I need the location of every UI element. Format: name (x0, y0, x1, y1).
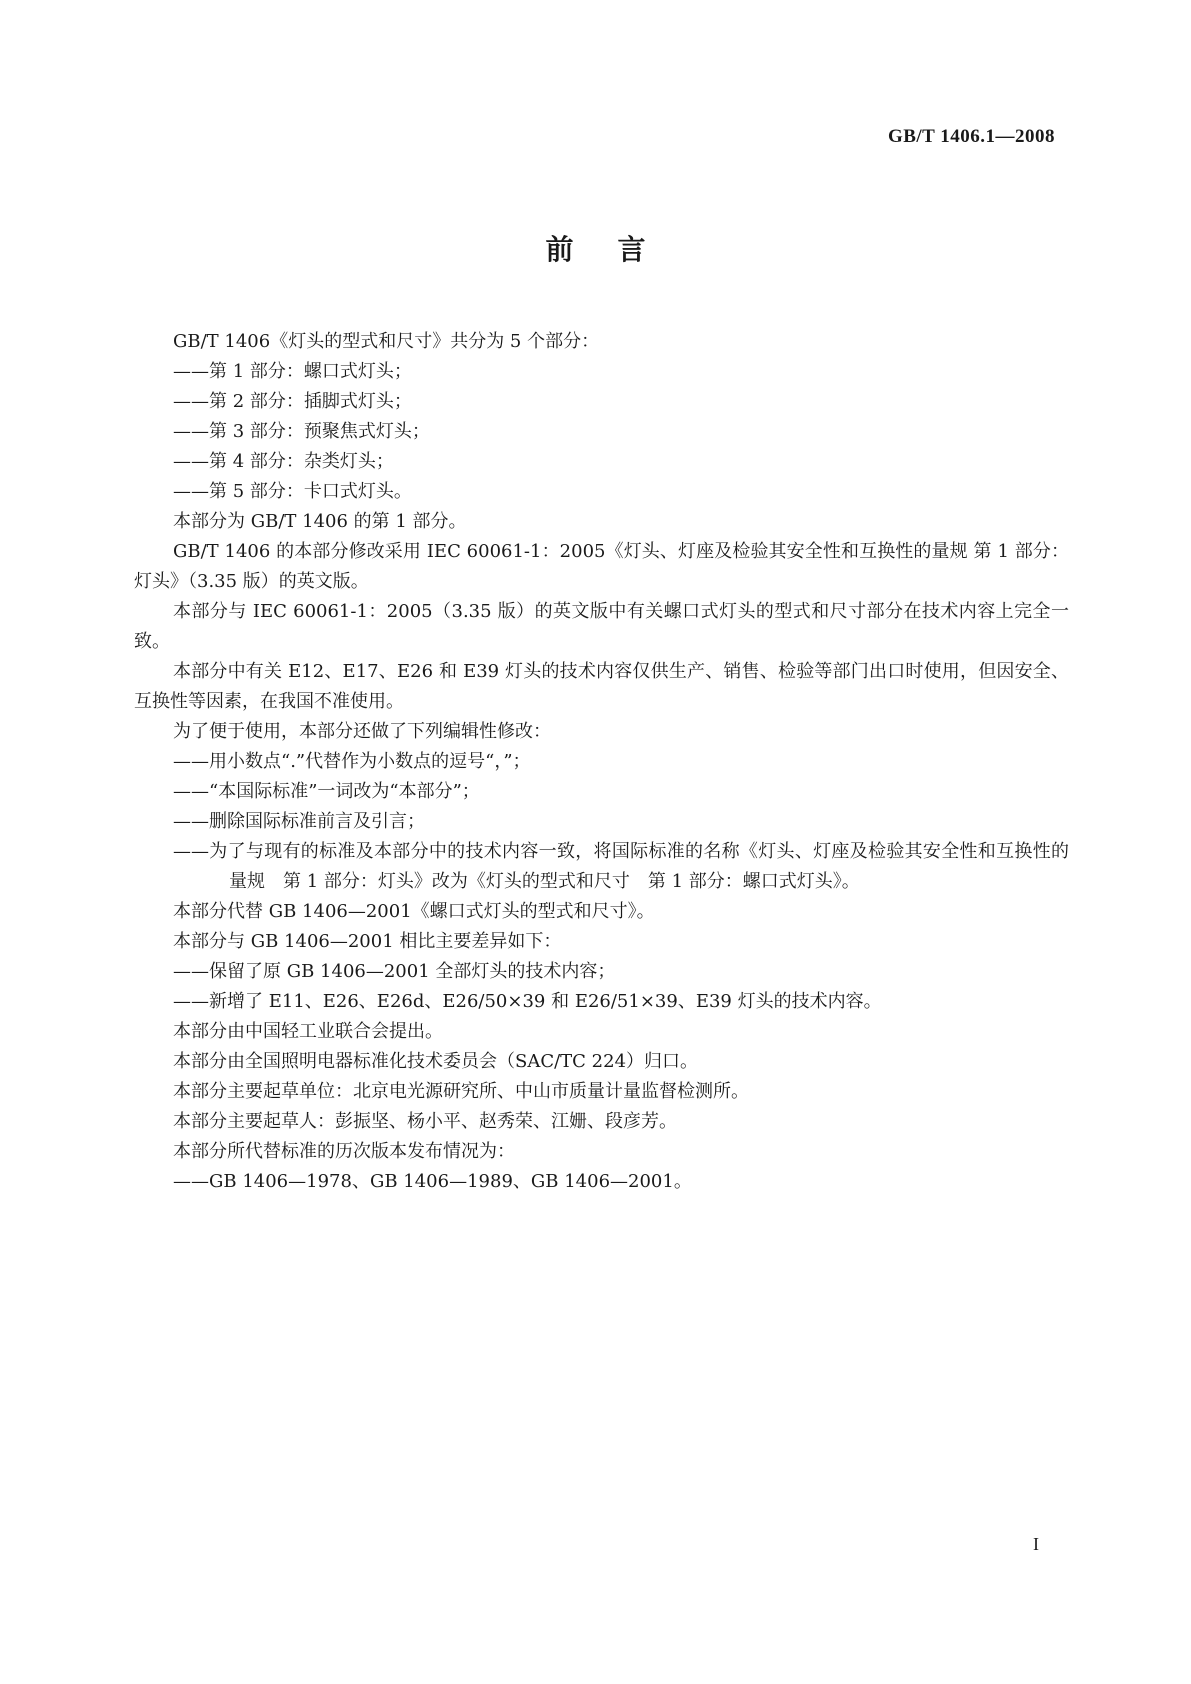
paragraph: 本部分所代替标准的历次版本发布情况为： (173, 1141, 515, 1162)
paragraph: GB/T 1406 的本部分修改采用 IEC 60061-1：2005《灯头、灯座及检验其安全性和互换性的量规 第 1 部分：灯头》（3.35 版）的英文版。 (134, 541, 1069, 592)
list-item: ——保留了原 GB 1406—2001 全部灯头的技术内容； (173, 961, 616, 982)
paragraph: 本部分由全国照明电器标准化技术委员会（SAC/TC 224）归口。 (173, 1051, 699, 1072)
list-item: ——第 3 部分：预聚焦式灯头； (173, 421, 430, 442)
list-item: ——新增了 E11、E26、E26d、E26/50×39 和 E26/51×39、E39 灯头的技术内容。 (173, 991, 882, 1012)
list-item: ——第 2 部分：插脚式灯头； (173, 391, 412, 412)
paragraph: 本部分主要起草单位：北京电光源研究所、中山市质量计量监督检测所。 (173, 1081, 749, 1102)
paragraph: 本部分为 GB/T 1406 的第 1 部分。 (173, 511, 467, 532)
paragraph: GB/T 1406《灯头的型式和尺寸》共分为 5 个部分： (173, 331, 600, 352)
list-item: ——用小数点“.”代替作为小数点的逗号“，”； (173, 751, 531, 772)
paragraph: 本部分由中国轻工业联合会提出。 (173, 1021, 443, 1042)
paragraph: 本部分代替 GB 1406—2001《螺口式灯头的型式和尺寸》。 (173, 901, 655, 922)
paragraph: 为了便于使用，本部分还做了下列编辑性修改： (173, 721, 551, 742)
paragraph: 本部分与 IEC 60061-1：2005（3.35 版）的英文版中有关螺口式灯头的型式和尺寸部分在技术内容上完全一致。 (134, 601, 1069, 652)
standard-number: GB/T 1406.1—2008 (887, 126, 1055, 147)
list-item: ——GB 1406—1978、GB 1406—1989、GB 1406—2001。 (173, 1171, 692, 1192)
paragraph: 本部分中有关 E12、E17、E26 和 E39 灯头的技术内容仅供生产、销售、检验等部门出口时使用，但因安全、互换性等因素，在我国不准使用。 (134, 661, 1069, 712)
list-item: ——为了与现有的标准及本部分中的技术内容一致，将国际标准的名称《灯头、灯座及检验其安全性和互换性的量规 第 1 部分：灯头》改为《灯头的型式和尺寸 第 1 部分：螺口式灯头》。 (173, 841, 1069, 892)
paragraph: 本部分与 GB 1406—2001 相比主要差异如下： (173, 931, 562, 952)
list-item: ——第 4 部分：杂类灯头； (173, 451, 394, 472)
foreword-body (134, 327, 1069, 1197)
list-item: ——第 5 部分：卡口式灯头。 (173, 481, 412, 502)
page-title: 前言 (545, 233, 690, 266)
page-number: I (1033, 1534, 1039, 1554)
list-item: ——“本国际标准”一词改为“本部分”； (173, 781, 480, 802)
paragraph: 本部分主要起草人：彭振坚、杨小平、赵秀荣、江姗、段彦芳。 (173, 1111, 677, 1132)
list-item: ——第 1 部分：螺口式灯头； (173, 361, 412, 382)
list-item: ——删除国际标准前言及引言； (173, 811, 425, 832)
